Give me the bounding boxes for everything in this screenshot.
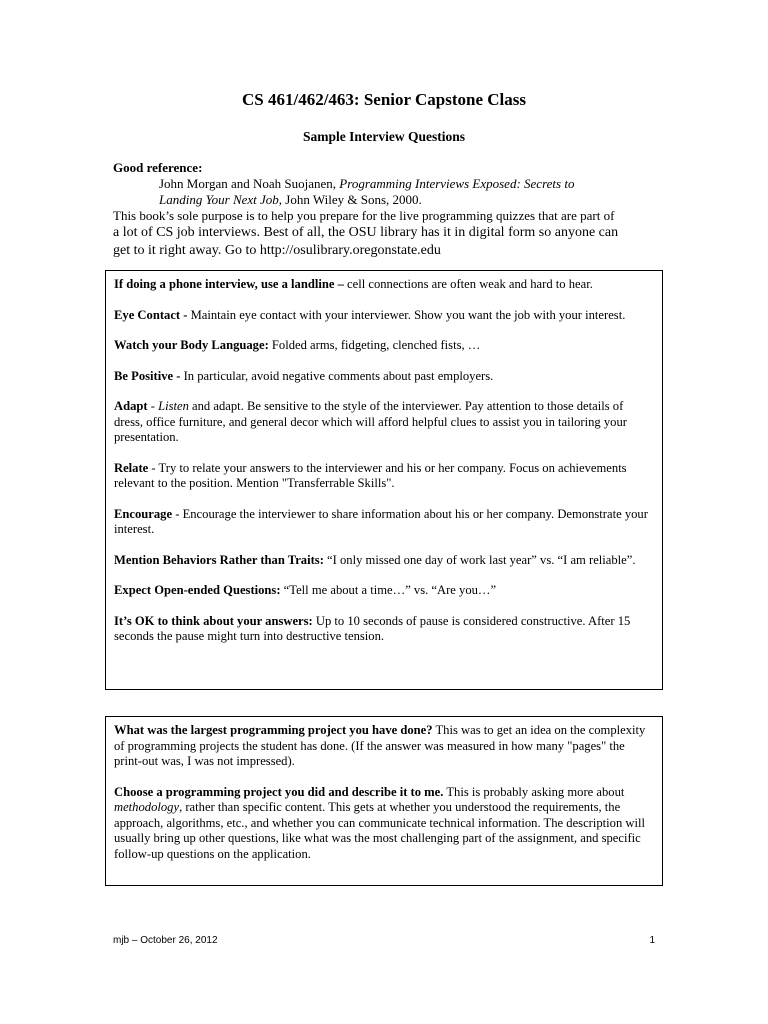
reference-desc-1: This book’s sole purpose is to help you prepare for the live programming quizzes that are part of [113,208,615,223]
reference-publisher: , John Wiley & Sons, 2000. [278,192,422,207]
tip-label: If doing a phone interview, use a landline – [114,277,344,291]
page-title: CS 461/462/463: Senior Capstone Class [242,90,526,109]
tip-relate [114,461,654,492]
tip-text: - Encourage the interviewer to share information about his or her company. Demonstrate your interest. [114,506,648,536]
reference-book-title-2: Landing Your Next Job [159,192,279,207]
question-text: , rather than specific content. This gets at whether you understood the requirements, the approach, algorithms, etc., and whether you can communicate technical information. The description will usually bring up other questions, like what was the most challenging part of the assignment, and specific follow-up questions on the application. [114,800,645,861]
tip-eye-contact [114,308,654,324]
reference-section [113,160,673,260]
tip-label: Encourage [114,506,173,521]
tip-think [114,614,654,645]
tip-text: and adapt. Be sensitive to the style of the interviewer. Pay attention to those details of dress, office furniture, and general decor which will afford helpful clues to assist you in tailoring your presentation. [114,399,627,444]
question-text: This is probably asking more about [443,784,625,799]
reference-citation [113,176,673,208]
tip-text: Up to 10 seconds of pause is considered constructive. After 15 seconds the pause might turn into destructive tension. [114,613,631,643]
question-italic: methodology [114,800,180,814]
question-text: This was to get an idea on the complexity of programming projects the student has done. (If the answer was measured in how many "pages" the print-out was, I was not impressed). [114,723,646,768]
tip-adapt [114,399,654,446]
tip-label: Watch your Body Language: [114,338,269,352]
tip-label: Be Positive - [114,368,181,383]
tip-landline [114,277,654,293]
tip-italic: Listen [158,399,189,413]
tip-text: “I only missed one day of work last year” vs. “I am reliable”. [323,552,636,567]
tip-open-ended [114,583,654,599]
tip-behaviors [114,553,654,569]
reference-description [113,208,673,260]
interview-tips-box [105,270,663,690]
tip-label: Expect Open-ended Questions: [114,583,281,597]
tip-encourage [114,507,654,538]
interview-questions-box [105,716,663,886]
tip-label: It’s OK to think about your answers: [114,613,313,628]
tip-label: Eye Contact - [114,307,188,322]
page-number: 1 [649,935,655,946]
tip-label: Adapt [114,399,148,413]
tip-be-positive [114,369,654,385]
tip-text: Folded arms, fidgeting, clenched fists, … [268,338,481,352]
question-label: What was the largest programming project you have done? [114,723,433,737]
tip-text: “Tell me about a time…” vs. “Are you…” [280,583,497,597]
tip-body-language [114,338,654,354]
tip-label: Relate [114,460,149,475]
reference-desc-3: get to it right away. Go to http://osulibrary.oregonstate.edu [113,243,441,258]
reference-authors: John Morgan and Noah Suojanen, [159,176,337,191]
reference-book-title-1: Programming Interviews Exposed: Secrets to [339,176,575,191]
question-label: Choose a programming project you did and describe it to me. [114,784,444,799]
question-describe-project [114,785,654,863]
tip-text: Maintain eye contact with your interviewer. Show you want the job with your interest. [187,307,626,322]
tip-label: Mention Behaviors Rather than Traits: [114,552,324,567]
tip-text: In particular, avoid negative comments about past employers. [180,368,494,383]
footer-author-date: mjb – October 26, 2012 [113,935,218,946]
question-largest-project [114,723,654,770]
tip-separator: - [147,399,159,413]
reference-heading: Good reference: [113,160,203,175]
reference-desc-2: a lot of CS job interviews. Best of all, the OSU library has it in digital form so anyone can [113,225,619,240]
tip-text: - Try to relate your answers to the interviewer and his or her company. Focus on achievements relevant to the position. Mention "Transferrable Skills". [114,460,627,490]
page-subtitle: Sample Interview Questions [303,129,465,144]
tip-text: cell connections are often weak and hard to hear. [343,277,593,291]
